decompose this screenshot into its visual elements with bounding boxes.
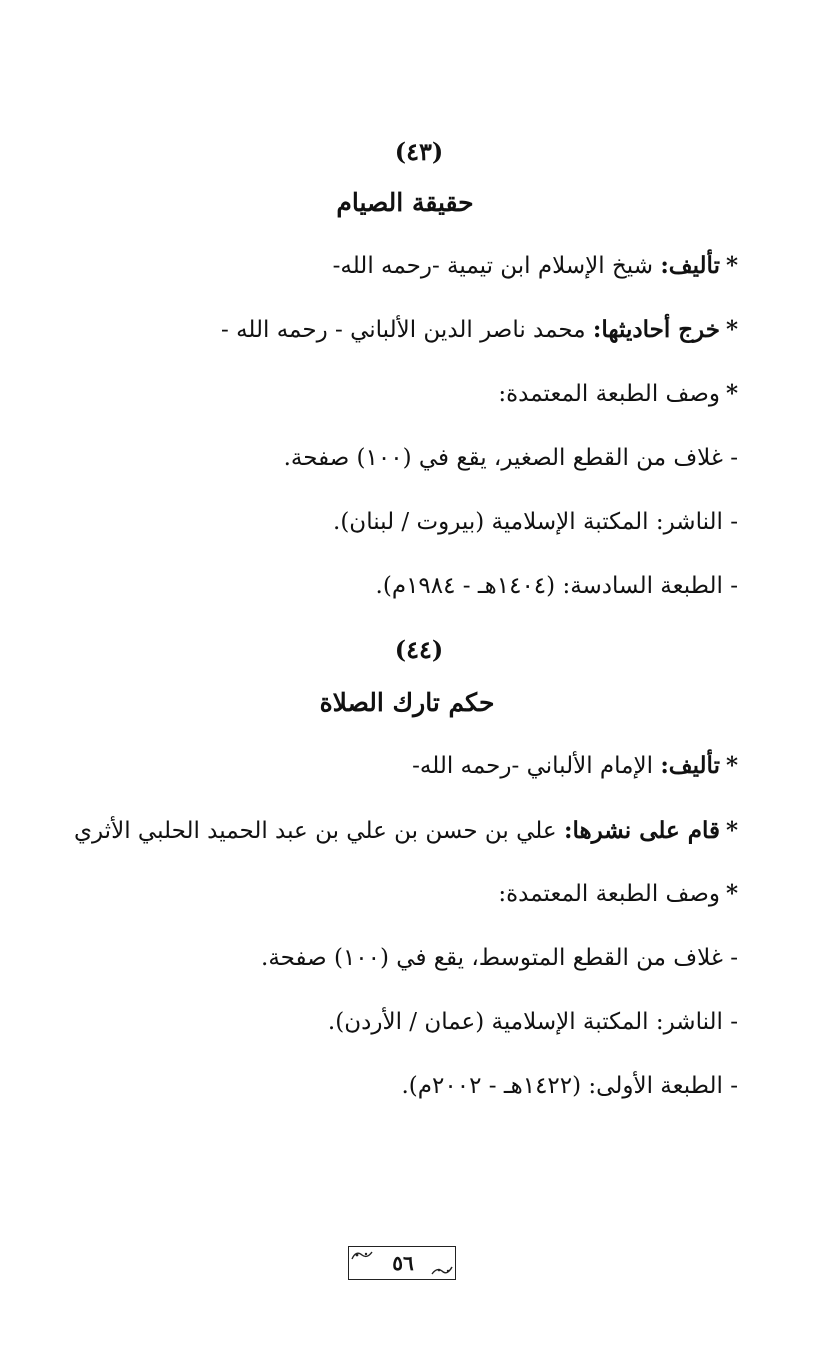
page-number: ٥٦	[392, 1251, 414, 1275]
edition-heading-line	[48, 378, 738, 410]
bullet-star: *	[725, 817, 738, 844]
entry-title: حقيقة الصيام	[336, 188, 474, 217]
bullet-star: *	[725, 752, 738, 779]
hadith-label: خرج أحاديثها:	[592, 316, 720, 343]
edition-line: - الطبعة السادسة: (١٤٠٤هـ - ١٩٨٤م).	[375, 573, 738, 599]
hadith-value: محمد ناصر الدين الألباني - رحمه الله -	[220, 317, 586, 343]
bullet-star: *	[725, 316, 738, 343]
author-value: شيخ الإسلام ابن تيمية -رحمه الله-	[332, 253, 653, 279]
publisher-person-label: قام على نشرها:	[563, 817, 720, 844]
entry-number: (٤٤)	[394, 635, 444, 664]
entry-title: حكم تارك الصلاة	[319, 688, 495, 717]
edition-heading: وصف الطبعة المعتمدة:	[498, 881, 720, 907]
author-line	[48, 250, 738, 282]
bullet-star: *	[725, 380, 738, 407]
edition-line: - الطبعة الأولى: (١٤٢٢هـ - ٢٠٠٢م).	[401, 1073, 738, 1099]
author-value: الإمام الألباني -رحمه الله-	[412, 753, 653, 779]
author-line	[48, 750, 738, 782]
publisher-person-line	[18, 815, 738, 847]
cover-line: - غلاف من القطع المتوسط، يقع في (١٠٠) صفحة.	[261, 945, 738, 971]
author-label: تأليف:	[660, 252, 720, 279]
hadith-line	[48, 314, 738, 346]
entry-number: (٤٣)	[394, 137, 444, 166]
bullet-star: *	[725, 252, 738, 279]
publisher-line: - الناشر: المكتبة الإسلامية (عمان / الأردن).	[327, 1009, 738, 1035]
author-label: تأليف:	[660, 752, 720, 779]
publisher-person-value: علي بن حسن بن علي بن عبد الحميد الحلبي الأثري	[73, 818, 557, 844]
edition-heading: وصف الطبعة المعتمدة:	[498, 381, 720, 407]
bullet-star: *	[725, 880, 738, 907]
cover-line: - غلاف من القطع الصغير، يقع في (١٠٠) صفحة.	[283, 445, 738, 471]
publisher-line: - الناشر: المكتبة الإسلامية (بيروت / لبنان).	[333, 509, 738, 535]
edition-heading-line	[48, 878, 738, 910]
page-number-frame	[348, 1246, 456, 1280]
